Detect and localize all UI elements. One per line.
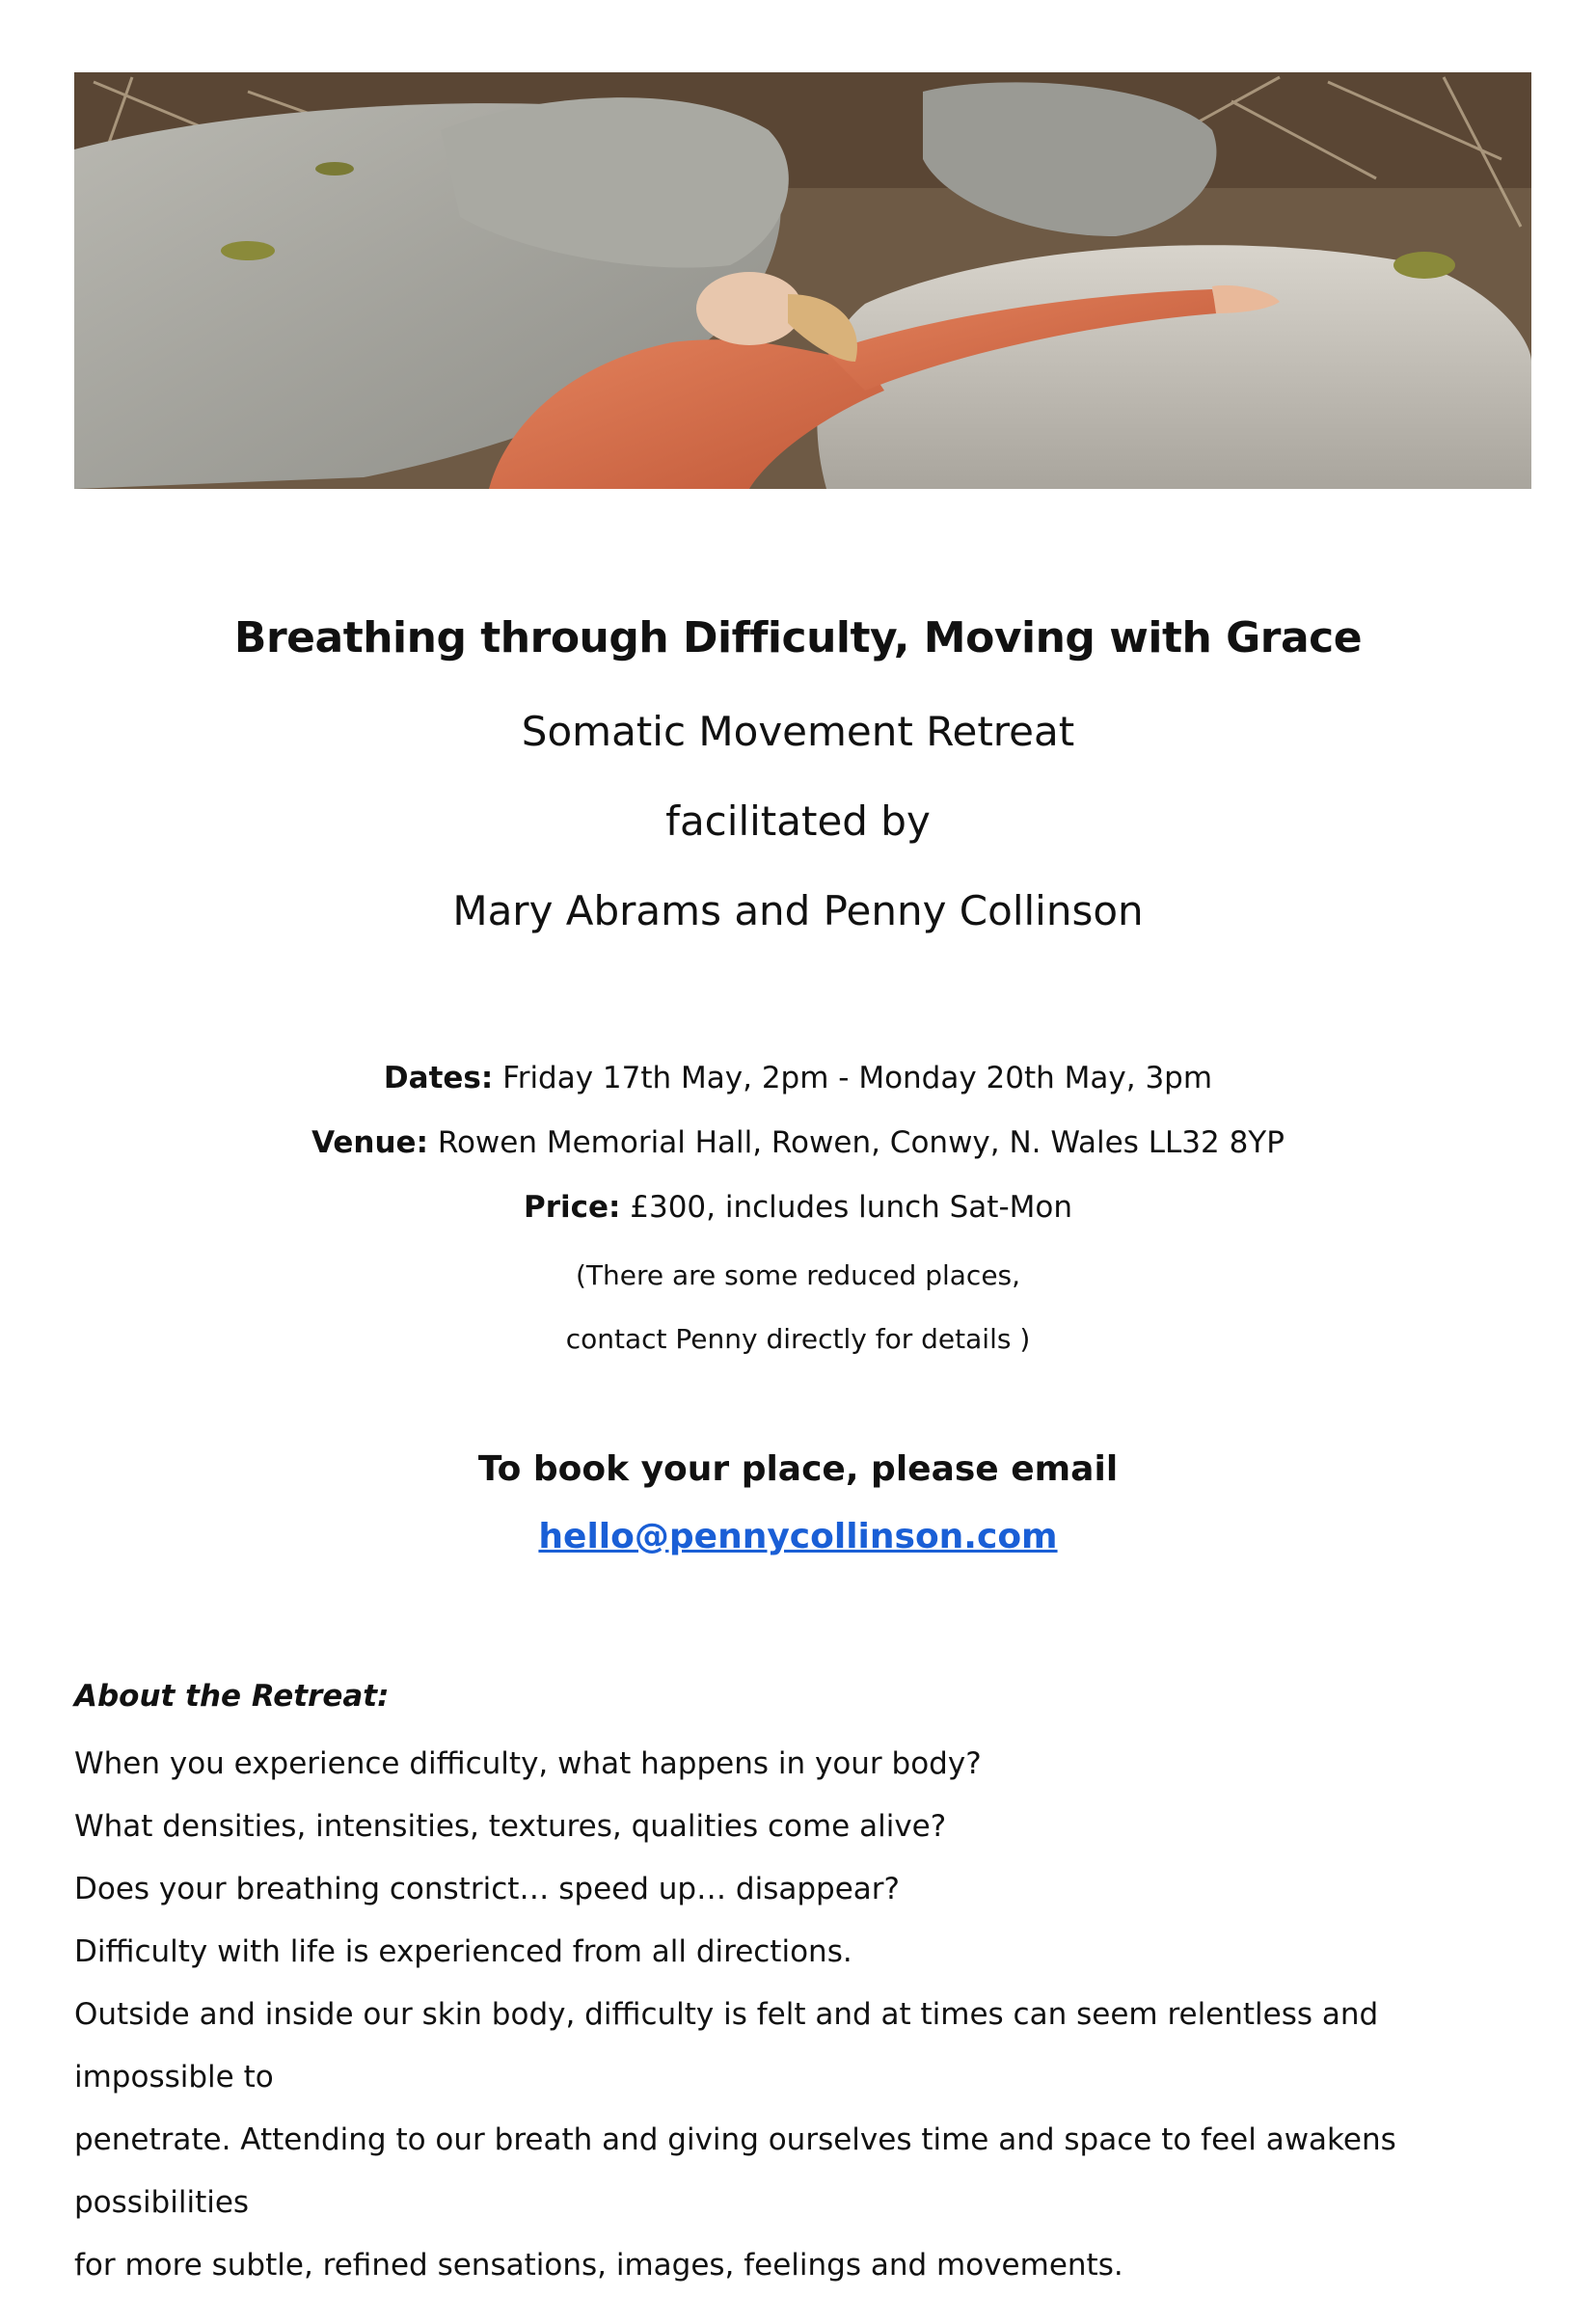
dates-value: Friday 17th May, 2pm - Monday 20th May, 3pm (493, 1061, 1213, 1095)
booking-email-link[interactable]: hello@pennycollinson.com (538, 1517, 1058, 1556)
retreat-subtitle: Somatic Movement Retreat (521, 708, 1075, 755)
booking-prompt: To book your place, please email (477, 1449, 1119, 1489)
about-line: What densities, intensities, textures, qualities come alive? (74, 1809, 947, 1844)
dates-line (0, 1061, 1596, 1095)
woman-on-rocks-image (74, 72, 1531, 489)
about-heading: About the Retreat: (74, 1679, 390, 1714)
about-line: When you experience difficulty, what happens in your body? (74, 1746, 982, 1781)
facilitators-names: Mary Abrams and Penny Collinson (452, 887, 1144, 934)
about-line: penetrate. Attending to our breath and giving ourselves time and space to feel awakens possibilities (74, 2122, 1396, 2220)
venue-label: Venue: (311, 1125, 428, 1160)
about-text (74, 1733, 1531, 2297)
booking-email-line (0, 1517, 1596, 1556)
hero-photo (74, 72, 1531, 489)
about-line: Outside and inside our skin body, difficulty is felt and at times can seem relentless and impossible to (74, 1997, 1379, 2094)
retreat-title: Breathing through Difficulty, Moving with Grace (233, 613, 1363, 662)
price-value: £300, includes lunch Sat-Mon (620, 1190, 1073, 1225)
reduced-places-note: (There are some reduced places, (575, 1259, 1021, 1291)
facilitated-by-text: facilitated by (665, 797, 931, 845)
about-line: for more subtle, refined sensations, images, feelings and movements. (74, 2248, 1123, 2283)
about-line: Difficulty with life is experienced from all directions. (74, 1934, 852, 1969)
price-label: Price: (523, 1190, 621, 1225)
contact-penny-note: contact Penny directly for details ) (565, 1323, 1031, 1355)
price-line (0, 1190, 1596, 1225)
about-line: Does your breathing constrict… speed up… disappear? (74, 1872, 900, 1906)
venue-line (0, 1125, 1596, 1160)
venue-value: Rowen Memorial Hall, Rowen, Conwy, N. Wales LL32 8YP (427, 1125, 1285, 1160)
dates-label: Dates: (383, 1061, 494, 1095)
